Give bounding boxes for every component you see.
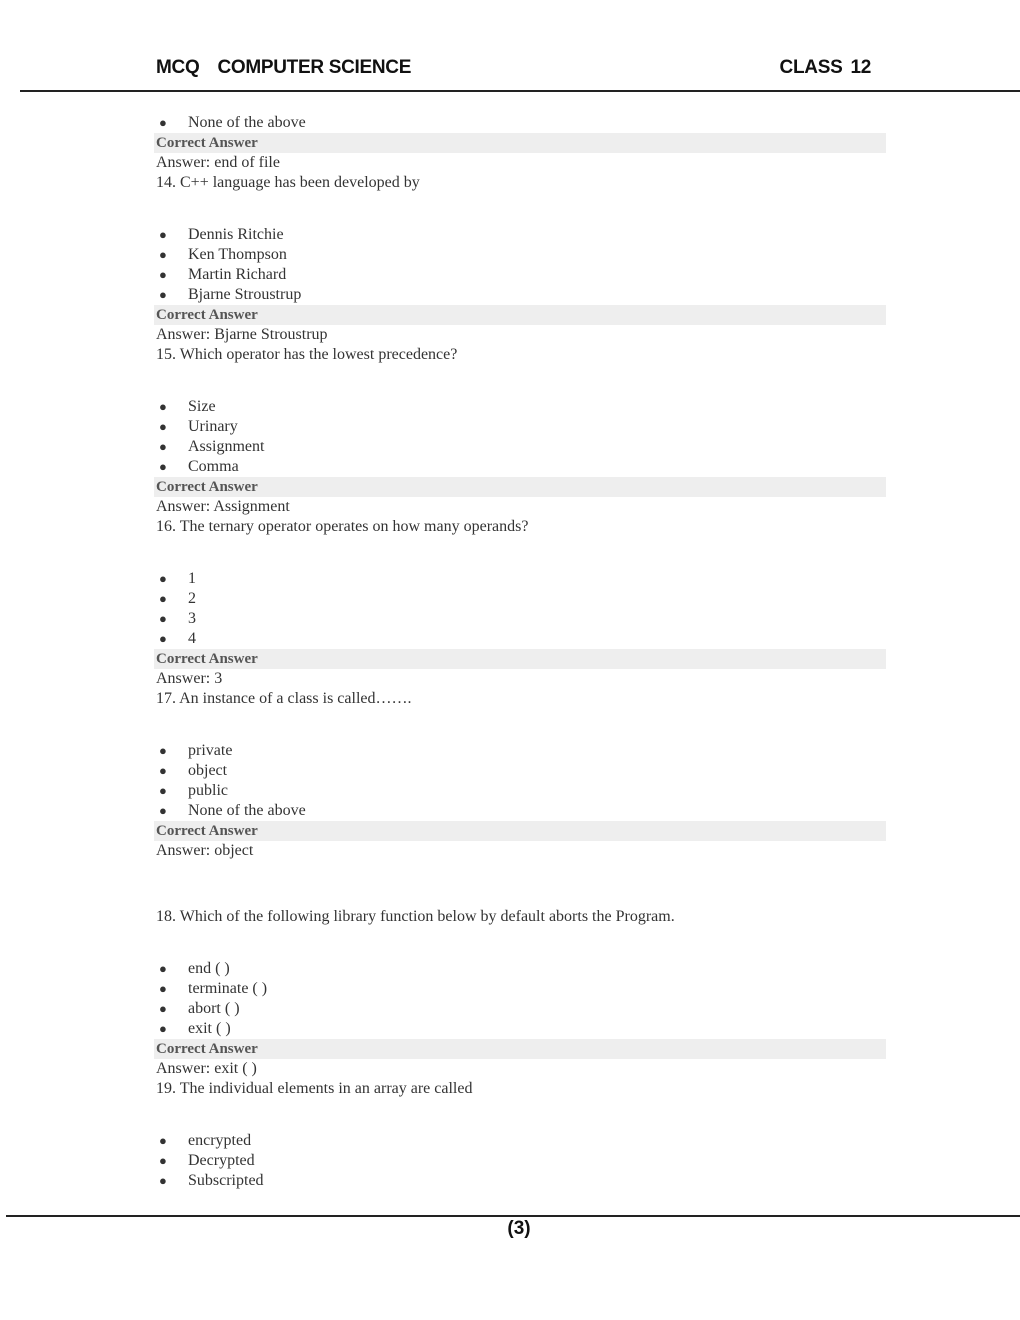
- option-text: terminate ( ): [188, 980, 268, 997]
- bullet-icon: ●: [159, 247, 167, 262]
- option-text: Decrypted: [188, 1152, 255, 1169]
- correct-answer-label: Correct Answer: [154, 305, 886, 325]
- header-title: [156, 57, 411, 79]
- option-text: private: [188, 742, 233, 759]
- bullet-icon: ●: [159, 1021, 167, 1036]
- footer-divider: [6, 1215, 1020, 1217]
- question-text: 19. The individual elements in an array are called: [156, 1080, 473, 1097]
- spacer: [156, 709, 886, 741]
- option-item: [156, 113, 886, 133]
- option-item: [156, 457, 886, 477]
- bullet-icon: ●: [159, 783, 167, 798]
- option-text: 4: [188, 630, 196, 647]
- spacer: [156, 193, 886, 225]
- option-item: [156, 1019, 886, 1039]
- answer-text: Answer: Assignment: [156, 498, 290, 515]
- correct-answer-label: Correct Answer: [154, 477, 886, 497]
- bullet-icon: ●: [159, 743, 167, 758]
- question-text: 17. An instance of a class is called…….: [156, 690, 412, 707]
- option-text: Ken Thompson: [188, 246, 287, 263]
- option-item: [156, 417, 886, 437]
- bullet-icon: ●: [159, 439, 167, 454]
- option-text: encrypted: [188, 1132, 252, 1149]
- option-text: Martin Richard: [188, 266, 287, 283]
- option-text: Assignment: [188, 438, 265, 455]
- option-item: [156, 225, 886, 245]
- option-text: Dennis Ritchie: [188, 226, 284, 243]
- correct-answer-label: Correct Answer: [154, 133, 886, 153]
- option-item: [156, 1171, 886, 1191]
- header-class-number: 12: [850, 57, 871, 78]
- spacer: [156, 861, 886, 907]
- option-item: [156, 397, 886, 417]
- option-text: Comma: [188, 458, 239, 475]
- option-text: exit ( ): [188, 1020, 231, 1037]
- header-class: [780, 57, 871, 79]
- spacer: [156, 365, 886, 397]
- bullet-icon: ●: [159, 399, 167, 414]
- question-text: 18. Which of the following library function below by default aborts the Program.: [156, 908, 675, 925]
- bullet-icon: ●: [159, 803, 167, 818]
- bullet-icon: ●: [159, 961, 167, 976]
- header-divider: [20, 90, 1020, 92]
- bullet-icon: ●: [159, 981, 167, 996]
- bullet-icon: ●: [159, 763, 167, 778]
- bullet-icon: ●: [159, 631, 167, 646]
- answer-text: Answer: end of file: [156, 154, 280, 171]
- option-text: object: [188, 762, 228, 779]
- correct-answer-label: Correct Answer: [154, 821, 886, 841]
- bullet-icon: ●: [159, 459, 167, 474]
- bullet-icon: ●: [159, 1173, 167, 1188]
- option-item: [156, 569, 886, 589]
- option-text: public: [188, 782, 228, 799]
- answer-text: Answer: 3: [156, 670, 223, 687]
- option-item: [156, 609, 886, 629]
- option-item: [156, 1131, 886, 1151]
- question-text: 14. C++ language has been developed by: [156, 174, 420, 191]
- question-text: 15. Which operator has the lowest precedence?: [156, 346, 458, 363]
- option-item: [156, 999, 886, 1019]
- option-text: Size: [188, 398, 216, 415]
- option-item: [156, 1151, 886, 1171]
- answer-text: Answer: Bjarne Stroustrup: [156, 326, 328, 343]
- option-item: [156, 801, 886, 821]
- header-mcq: MCQ: [156, 57, 200, 78]
- option-item: [156, 979, 886, 999]
- answer-text: Answer: exit ( ): [156, 1060, 257, 1077]
- bullet-icon: ●: [159, 1133, 167, 1148]
- bullet-icon: ●: [159, 419, 167, 434]
- option-item: [156, 781, 886, 801]
- bullet-icon: ●: [159, 611, 167, 626]
- bullet-icon: ●: [159, 571, 167, 586]
- option-item: [156, 589, 886, 609]
- spacer: [156, 1099, 886, 1131]
- correct-answer-label: Correct Answer: [154, 649, 886, 669]
- option-item: [156, 265, 886, 285]
- option-text: 3: [188, 610, 196, 627]
- answer-text: Answer: object: [156, 842, 254, 859]
- option-text: Bjarne Stroustrup: [188, 286, 302, 303]
- question-text: 16. The ternary operator operates on how many operands?: [156, 518, 529, 535]
- mcq-content: [156, 113, 886, 1191]
- header-class-label: CLASS: [779, 57, 843, 78]
- bullet-icon: ●: [159, 227, 167, 242]
- bullet-icon: ●: [159, 1001, 167, 1016]
- option-item: [156, 285, 886, 305]
- option-text: 1: [188, 570, 196, 587]
- correct-answer-label: Correct Answer: [154, 1039, 886, 1059]
- option-item: [156, 741, 886, 761]
- bullet-icon: ●: [159, 591, 167, 606]
- option-text: Urinary: [188, 418, 238, 435]
- page-number: (3): [507, 1218, 531, 1239]
- spacer: [156, 927, 886, 959]
- option-item: [156, 959, 886, 979]
- spacer: [156, 537, 886, 569]
- option-item: [156, 761, 886, 781]
- header-subject: COMPUTER SCIENCE: [217, 57, 412, 78]
- option-item: [156, 437, 886, 457]
- option-item: [156, 629, 886, 649]
- option-text: None of the above: [188, 114, 306, 131]
- option-text: abort ( ): [188, 1000, 240, 1017]
- bullet-icon: ●: [159, 267, 167, 282]
- option-text: 2: [188, 590, 196, 607]
- bullet-icon: ●: [159, 287, 167, 302]
- option-item: [156, 245, 886, 265]
- bullet-icon: ●: [159, 1153, 167, 1168]
- option-text: end ( ): [188, 960, 230, 977]
- option-text: Subscripted: [188, 1172, 264, 1189]
- bullet-icon: ●: [159, 115, 167, 130]
- option-text: None of the above: [188, 802, 306, 819]
